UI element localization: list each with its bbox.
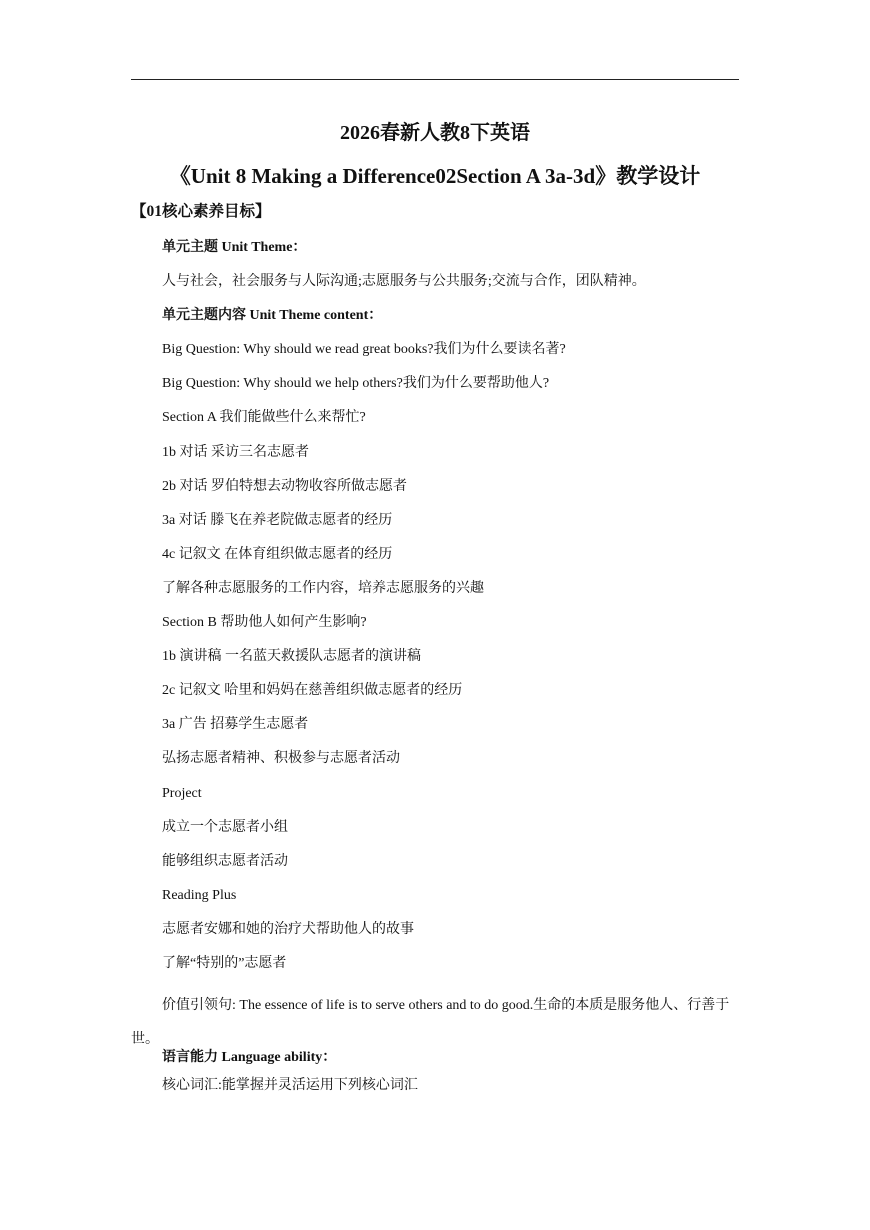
- text-line: Section A 我们能做些什么来帮忙?: [162, 410, 366, 426]
- text-line: 弘扬志愿者精神、积极参与志愿者活动: [162, 751, 400, 767]
- text-line: Big Question: Why should we help others?我们为什么要帮助他人?: [162, 376, 550, 392]
- text-line: 3a 对话 滕飞在养老院做志愿者的经历: [162, 512, 393, 528]
- text-line: 成立一个志愿者小组: [162, 819, 288, 835]
- text-line: 1b 对话 采访三名志愿者: [162, 444, 309, 460]
- text-line: Big Question: Why should we read great books?我们为什么要读名著?: [162, 342, 566, 358]
- language-ability-heading: 语言能力 Language ability：: [162, 1050, 337, 1066]
- content-body: [131, 239, 743, 1111]
- text-line: 了解“特别的”志愿者: [162, 955, 287, 971]
- section-heading: 【01核心素养目标】: [131, 203, 271, 220]
- text-line: 4c 记叙文 在体育组织做志愿者的经历: [162, 546, 393, 562]
- header-rule: [131, 79, 739, 80]
- value-guide-paragraph: 价值引领句: The essence of life is to serve others and to do good.生命的本质是服务他人、行善于世。: [131, 998, 730, 1048]
- core-vocab-line: 核心词汇:能掌握并灵活运用下列核心词汇: [162, 1078, 418, 1094]
- text-line: Section B 帮助他人如何产生影响?: [162, 615, 367, 631]
- text-line: 单元主题内容 Unit Theme content：: [162, 308, 383, 324]
- text-line: 3a 广告 招募学生志愿者: [162, 717, 309, 733]
- text-line: 能够组织志愿者活动: [162, 853, 288, 869]
- text-line: 人与社会，社会服务与人际沟通;志愿服务与公共服务;交流与合作，团队精神。: [162, 274, 646, 290]
- document-subtitle: 《Unit 8 Making a Difference02Section A 3a-3d》教学设计: [169, 164, 701, 188]
- text-line: Reading Plus: [162, 887, 237, 903]
- text-line: 1b 演讲稿 一名蓝天救援队志愿者的演讲稿: [162, 649, 421, 665]
- text-line: 2c 记叙文 哈里和妈妈在慈善组织做志愿者的经历: [162, 683, 463, 699]
- document-title: 2026春新人教8下英语: [340, 122, 530, 144]
- text-line: 了解各种志愿服务的工作内容，培养志愿服务的兴趣: [162, 580, 484, 596]
- text-line: 志愿者安娜和她的治疗犬帮助他人的故事: [162, 921, 414, 937]
- text-line: Project: [162, 785, 202, 801]
- text-line: 单元主题 Unit Theme：: [162, 240, 307, 255]
- text-line: 2b 对话 罗伯特想去动物收容所做志愿者: [162, 478, 407, 494]
